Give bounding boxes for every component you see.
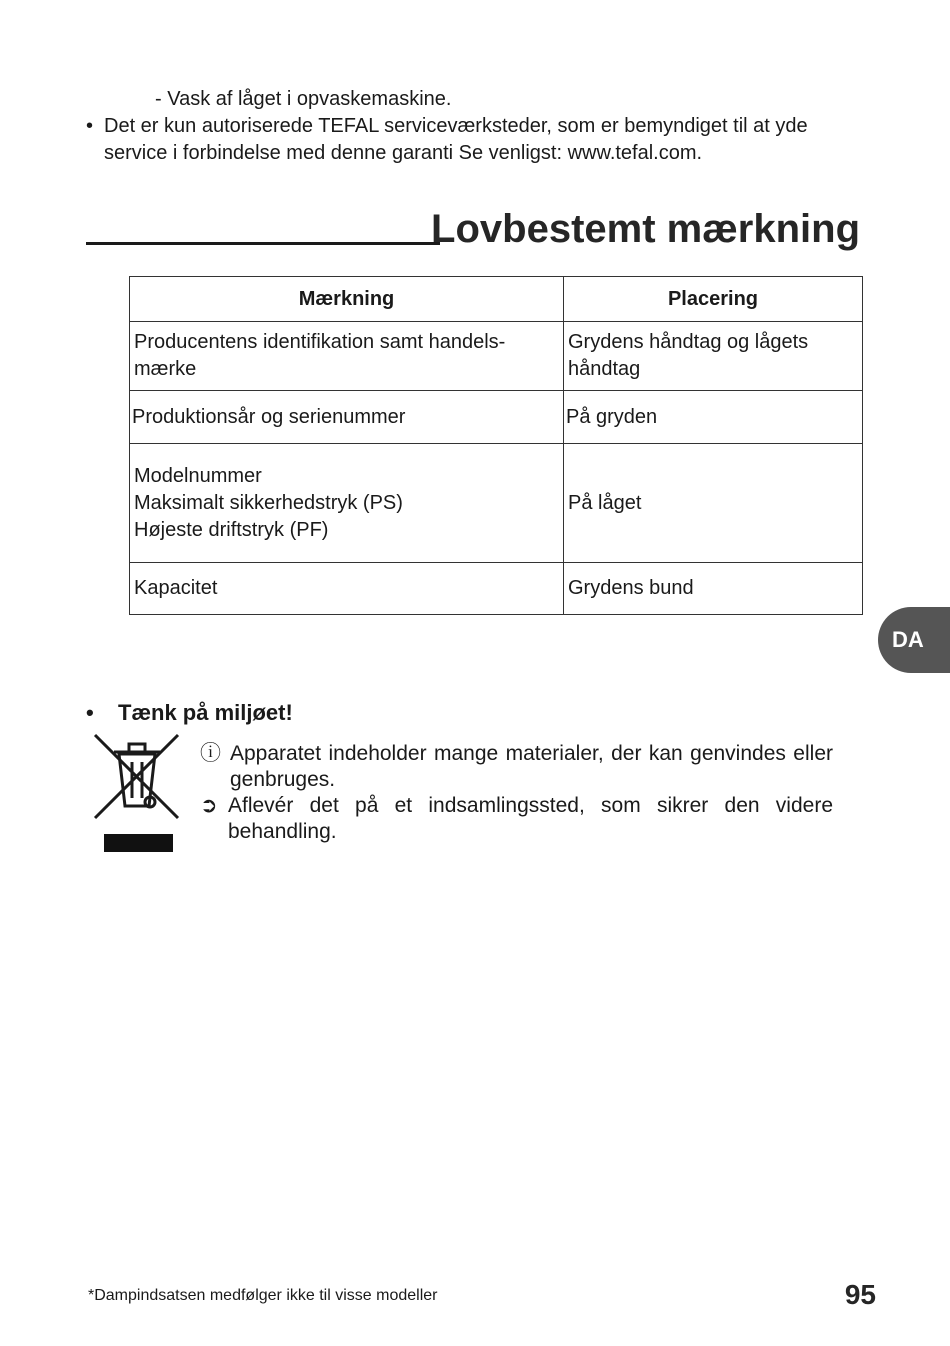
- header-location: Placering: [564, 277, 863, 322]
- marking-cell: [130, 444, 564, 563]
- info-circle-icon: ⓘ: [200, 742, 221, 765]
- crossed-out-wheelie-bin-icon: [92, 732, 182, 854]
- language-code: DA: [892, 627, 924, 652]
- arrow-right-icon: ➲: [200, 794, 218, 817]
- list-item: [200, 793, 833, 845]
- marking-cell: [130, 563, 564, 615]
- marking-cell: [130, 391, 564, 444]
- environment-list: [200, 741, 833, 845]
- cell-line: Maksimalt sikkerhedstryk (PS): [134, 491, 403, 514]
- environment-heading: [86, 699, 293, 727]
- table-row: [130, 322, 863, 391]
- location-cell: [564, 444, 863, 563]
- location-cell: [564, 322, 863, 391]
- table-row: [130, 563, 863, 615]
- cell-line: Modelnummer: [134, 464, 262, 487]
- service-text: Det er kun autoriserede TEFAL serviceværksteder, som er bemyndiget til at yde service i forbindelse med denne garanti Se venligst: www.tefal.com.: [104, 115, 808, 164]
- cell-line: Produktionsår og serienummer: [132, 405, 406, 428]
- cell-line: På gryden: [566, 405, 658, 428]
- cell-line: Kapacitet: [134, 577, 218, 599]
- cell-line: Højeste driftstryk (PF): [134, 518, 329, 541]
- bullet-symbol: •: [86, 115, 94, 137]
- bullet-symbol: •: [86, 700, 94, 725]
- item-text: Apparatet indeholder mange materialer, der kan genvindes eller genbruges.: [230, 742, 833, 791]
- table-row: [130, 444, 863, 563]
- cell-line: håndtag: [568, 358, 641, 380]
- section-title: Lovbestemt mærkning: [431, 207, 860, 251]
- service-bullet: [86, 113, 876, 167]
- cell-line: Grydens håndtag og lågets: [568, 331, 809, 353]
- page-number: 95: [844, 1279, 876, 1310]
- cell-line: Grydens bund: [568, 577, 694, 599]
- header-marking: Mærkning: [130, 277, 564, 322]
- cell-line: mærke: [134, 358, 197, 380]
- cell-line: På låget: [568, 491, 642, 514]
- list-item: [200, 741, 833, 793]
- footnote: *Dampindsatsen medfølger ikke til visse modeller: [88, 1287, 438, 1304]
- intro-dash-line: - Vask af låget i opvaskemaskine.: [155, 88, 452, 110]
- table-row: [130, 391, 863, 444]
- location-cell: [564, 391, 863, 444]
- environment-heading-text: Tænk på miljøet!: [118, 700, 293, 725]
- table-header-row: [130, 277, 863, 322]
- marking-table: [129, 276, 863, 615]
- cell-line: Producentens identifikation samt handels-: [134, 331, 506, 353]
- title-rule: [86, 242, 440, 245]
- marking-cell: [130, 322, 564, 391]
- language-tab: [878, 607, 950, 673]
- item-text: Aflevér det på et indsamlingssted, som sikrer den videre behandling.: [228, 794, 833, 843]
- location-cell: [564, 563, 863, 615]
